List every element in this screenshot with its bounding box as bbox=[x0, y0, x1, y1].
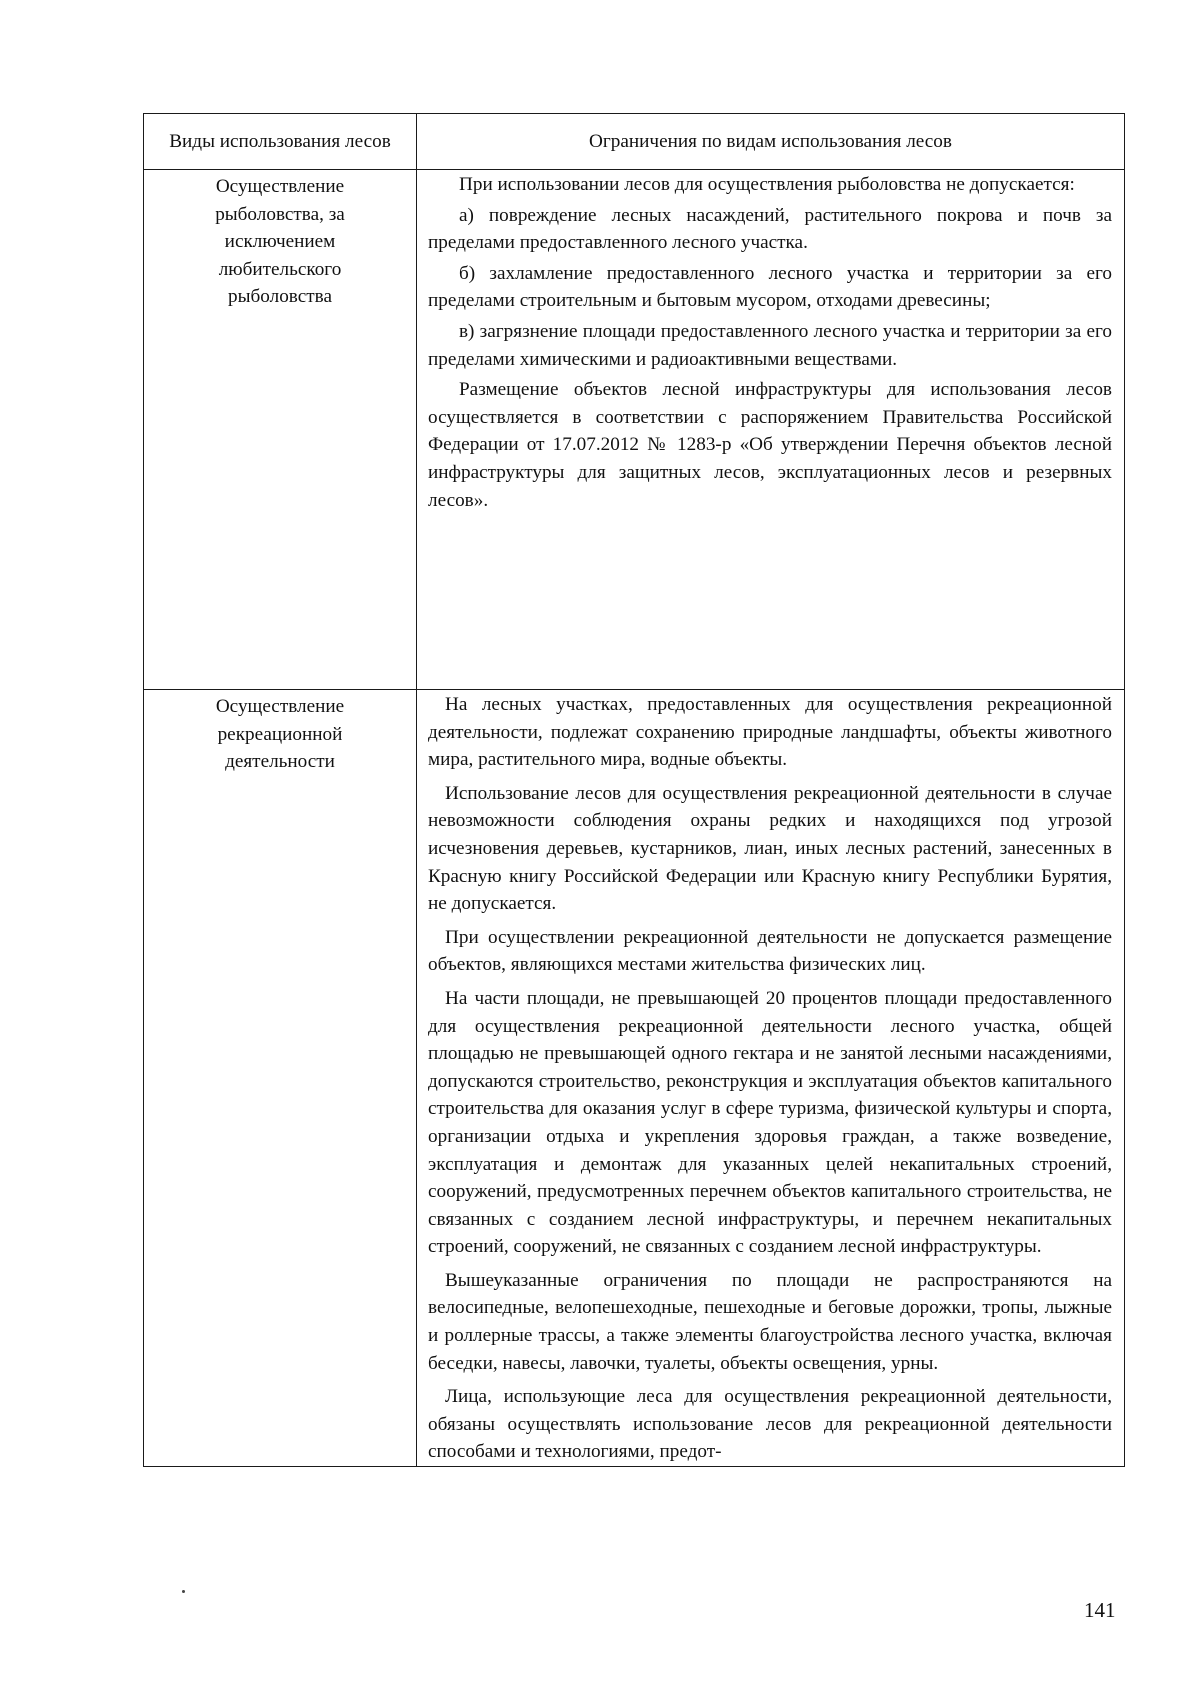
forest-use-type-line: рекреационной bbox=[217, 723, 343, 745]
restriction-paragraph: в) загрязнение площади предоставленного лесного участка и территории за его пределами химическими и радиоактивными веществами. bbox=[428, 320, 1112, 370]
table-header-row bbox=[144, 114, 1125, 170]
header-forest-use-types: Виды использования лесов bbox=[144, 114, 417, 170]
restriction-paragraph: б) захламление предоставленного лесного участка и территории за его пределами строительным и бытовым мусором, отходами древесины; bbox=[428, 262, 1112, 312]
restriction-paragraph: Лица, использующие леса для осуществления рекреационной деятельности, обязаны осуществлять использование лесов для рекреационной деятельности способами и технологиями, предот- bbox=[428, 1386, 1112, 1463]
forest-use-type-line: деятельности bbox=[225, 751, 335, 773]
restrictions-cell bbox=[417, 690, 1125, 1467]
header-restrictions: Ограничения по видам использования лесов bbox=[417, 114, 1125, 170]
forest-use-type-line: любительского bbox=[218, 258, 342, 280]
restriction-paragraph: При осуществлении рекреационной деятельности не допускается размещение объектов, являющихся местами жительства физических лиц. bbox=[428, 926, 1112, 976]
restriction-paragraph: Использование лесов для осуществления рекреационной деятельности в случае невозможности соблюдения охраны редких и находящихся под угрозой исчезновения деревьев, кустарников, лиан, иных лесных растений, занесенных в Красную книгу Российской Федерации или Красную книгу Республики Бурятия, не допускается. bbox=[428, 782, 1112, 915]
table-row-recreation bbox=[144, 690, 1125, 1467]
restriction-paragraph: Размещение объектов лесной инфраструктуры для использования лесов осуществляется в соответствии с распоряжением Правительства Российской Федерации от 17.07.2012 № 1283-р «Об утверждении Перечня объектов лесной инфраструктуры для защитных лесов, эксплуатационных лесов и резервных лесов». bbox=[428, 379, 1112, 511]
forest-use-type-line: Осуществление bbox=[215, 176, 345, 197]
forest-use-type-line: рыболовства bbox=[228, 286, 332, 308]
forest-use-type-line: рыболовства, за bbox=[215, 203, 345, 225]
scan-speck bbox=[182, 1590, 185, 1593]
table-row-fishing bbox=[144, 170, 1125, 690]
restrictions-cell bbox=[417, 170, 1125, 690]
forest-use-type-cell bbox=[144, 170, 417, 690]
forest-use-restrictions-table bbox=[143, 113, 1125, 1467]
restriction-paragraph: Вышеуказанные ограничения по площади не распространяются на велосипедные, велопешеходные, пешеходные и беговые дорожки, тропы, лыжные и роллерные трассы, а также элементы благоустройства лесного участка, включая беседки, навесы, лавочки, туалеты, объекты освещения, урны. bbox=[428, 1269, 1112, 1374]
forest-use-type-line: исключением bbox=[224, 231, 336, 253]
restriction-paragraph: На лесных участках, предоставленных для осуществления рекреационной деятельности, подлежат сохранению природные ландшафты, объекты животного мира, растительного мира, водные объекты. bbox=[428, 694, 1112, 771]
forest-use-type-line: Осуществление bbox=[215, 696, 345, 717]
restriction-paragraph: При использовании лесов для осуществления рыболовства не допускается: bbox=[459, 174, 1075, 195]
restriction-paragraph: На части площади, не превышающей 20 процентов площади предоставленного для осуществления рекреационной деятельности лесного участка, общей площадью не превышающей одного гектара и не занятой лесными насаждениями, допускаются строительство, реконструкция и эксплуатация объектов капитального строительства для оказания услуг в сфере туризма, физической культуры и спорта, организации отдыха и укрепления здоровья граждан, а также возведение, эксплуатация и демонтаж для указанных целей некапитальных строений, сооружений, предусмотренных перечнем объектов капитального строительства, не связанных с созданием лесной инфраструктуры, и перечнем некапитальных строений, сооружений, не связанных с созданием лесной инфраструктуры. bbox=[428, 987, 1112, 1258]
forest-use-type-cell bbox=[144, 690, 417, 1467]
page-number: 141 bbox=[1084, 1598, 1116, 1622]
restriction-paragraph: а) повреждение лесных насаждений, растительного покрова и почв за пределами предоставленного лесного участка. bbox=[428, 204, 1112, 254]
